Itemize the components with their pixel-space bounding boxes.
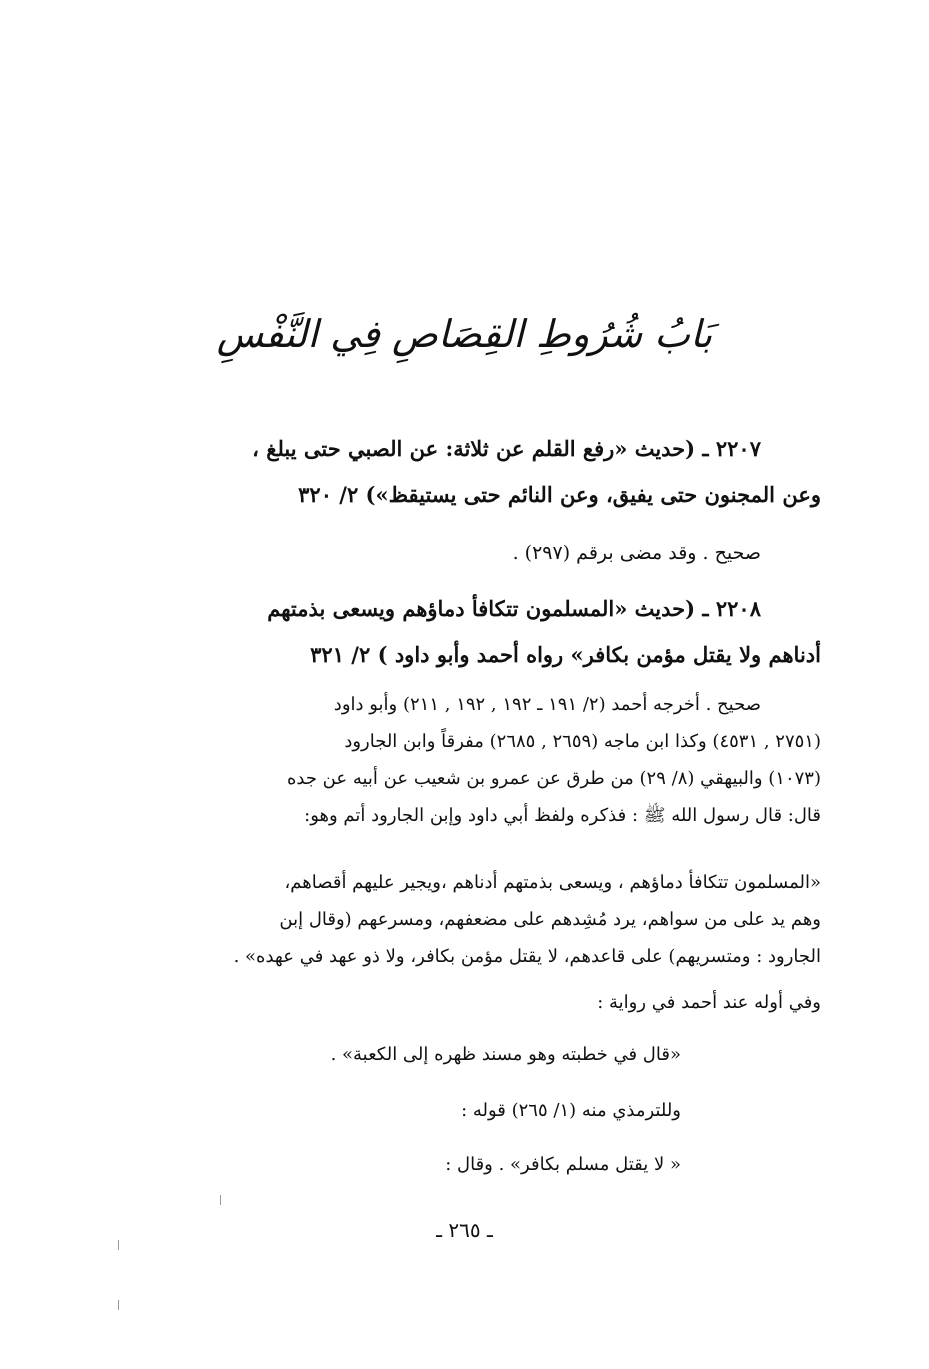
takhrij-2208 xyxy=(121,686,821,834)
hadith-2208-line-1: ٢٢٠٨ ـ (حديث «المسلمون تتكافأ دماؤهم ويسعى بذمتهم xyxy=(267,596,761,621)
hadith-2207-line-1: ٢٢٠٧ ـ (حديث «رفع القلم عن ثلاثة: عن الصبي حتى يبلغ ، xyxy=(252,436,761,461)
scan-mark xyxy=(220,1195,221,1205)
ahmad-quote xyxy=(121,1036,821,1073)
ahmad-note-text: وفي أوله عند أحمد في رواية : xyxy=(597,992,821,1013)
ahmad-quote-text: «قال في خطبته وهو مسند ظهره إلى الكعبة» . xyxy=(330,1044,681,1065)
page-number: ـ ٢٦٥ ـ xyxy=(436,1218,493,1242)
ahmad-note xyxy=(121,984,821,1021)
takhrij-line-3: (١٠٧٣) والبيهقي (٨/ ٢٩) من طرق عن عمرو بن شعيب عن أبيه عن جده xyxy=(286,768,821,789)
scan-mark xyxy=(118,1300,119,1310)
hadith-2207 xyxy=(121,426,821,518)
abu-dawud-quote xyxy=(121,864,821,975)
scan-mark xyxy=(118,1240,119,1250)
tirmidhi-note-text: وللترمذي منه (١/ ٢٦٥) قوله : xyxy=(461,1100,681,1121)
grading-2207-text: صحيح . وقد مضى برقم (٢٩٧) . xyxy=(512,542,761,564)
abu-dawud-quote-line-3: الجارود : ومتسريهم) على قاعدهم، لا يقتل مؤمن بكافر، ولا ذو عهد في عهده» . xyxy=(233,946,821,967)
hadith-2208-line-2: أدناهم ولا يقتل مؤمن بكافر» رواه أحمد وأبو داود ) ٢/ ٣٢١ xyxy=(310,642,821,667)
hadith-2208 xyxy=(121,586,821,678)
tirmidhi-quote-text: « لا يقتل مسلم بكافر» . وقال : xyxy=(445,1154,681,1175)
takhrij-line-1: صحيح . أخرجه أحمد (٢/ ١٩١ ـ ١٩٢ , ١٩٢ , ٢١١) وأبو داود xyxy=(333,694,761,715)
takhrij-line-4: قال: قال رسول الله ﷺ : فذكره ولفظ أبي داود وإبن الجارود أتم وهو: xyxy=(304,805,821,826)
abu-dawud-quote-line-2: وهم يد على من سواهم، يرد مُشِدهم على مضعفهم، ومسرعهم (وقال إبن xyxy=(279,909,821,930)
takhrij-line-2: (٢٧٥١ , ٤٥٣١) وكذا ابن ماجه (٢٦٥٩ , ٢٦٨٥) مفرقاً وابن الجارود xyxy=(344,731,821,752)
chapter-title: بَابُ شُرُوطِ القِصَاصِ فِي النَّفْسِ xyxy=(216,312,713,356)
hadith-2207-line-2: وعن المجنون حتى يفيق، وعن النائم حتى يستيقظ») ٢/ ٣٢٠ xyxy=(298,482,821,507)
tirmidhi-note xyxy=(121,1092,821,1129)
grading-2207 xyxy=(121,532,821,575)
tirmidhi-quote xyxy=(121,1146,821,1183)
abu-dawud-quote-line-1: «المسلمون تتكافأ دماؤهم ، ويسعى بذمتهم أدناهم ،ويجير عليهم أقصاهم، xyxy=(284,872,821,893)
